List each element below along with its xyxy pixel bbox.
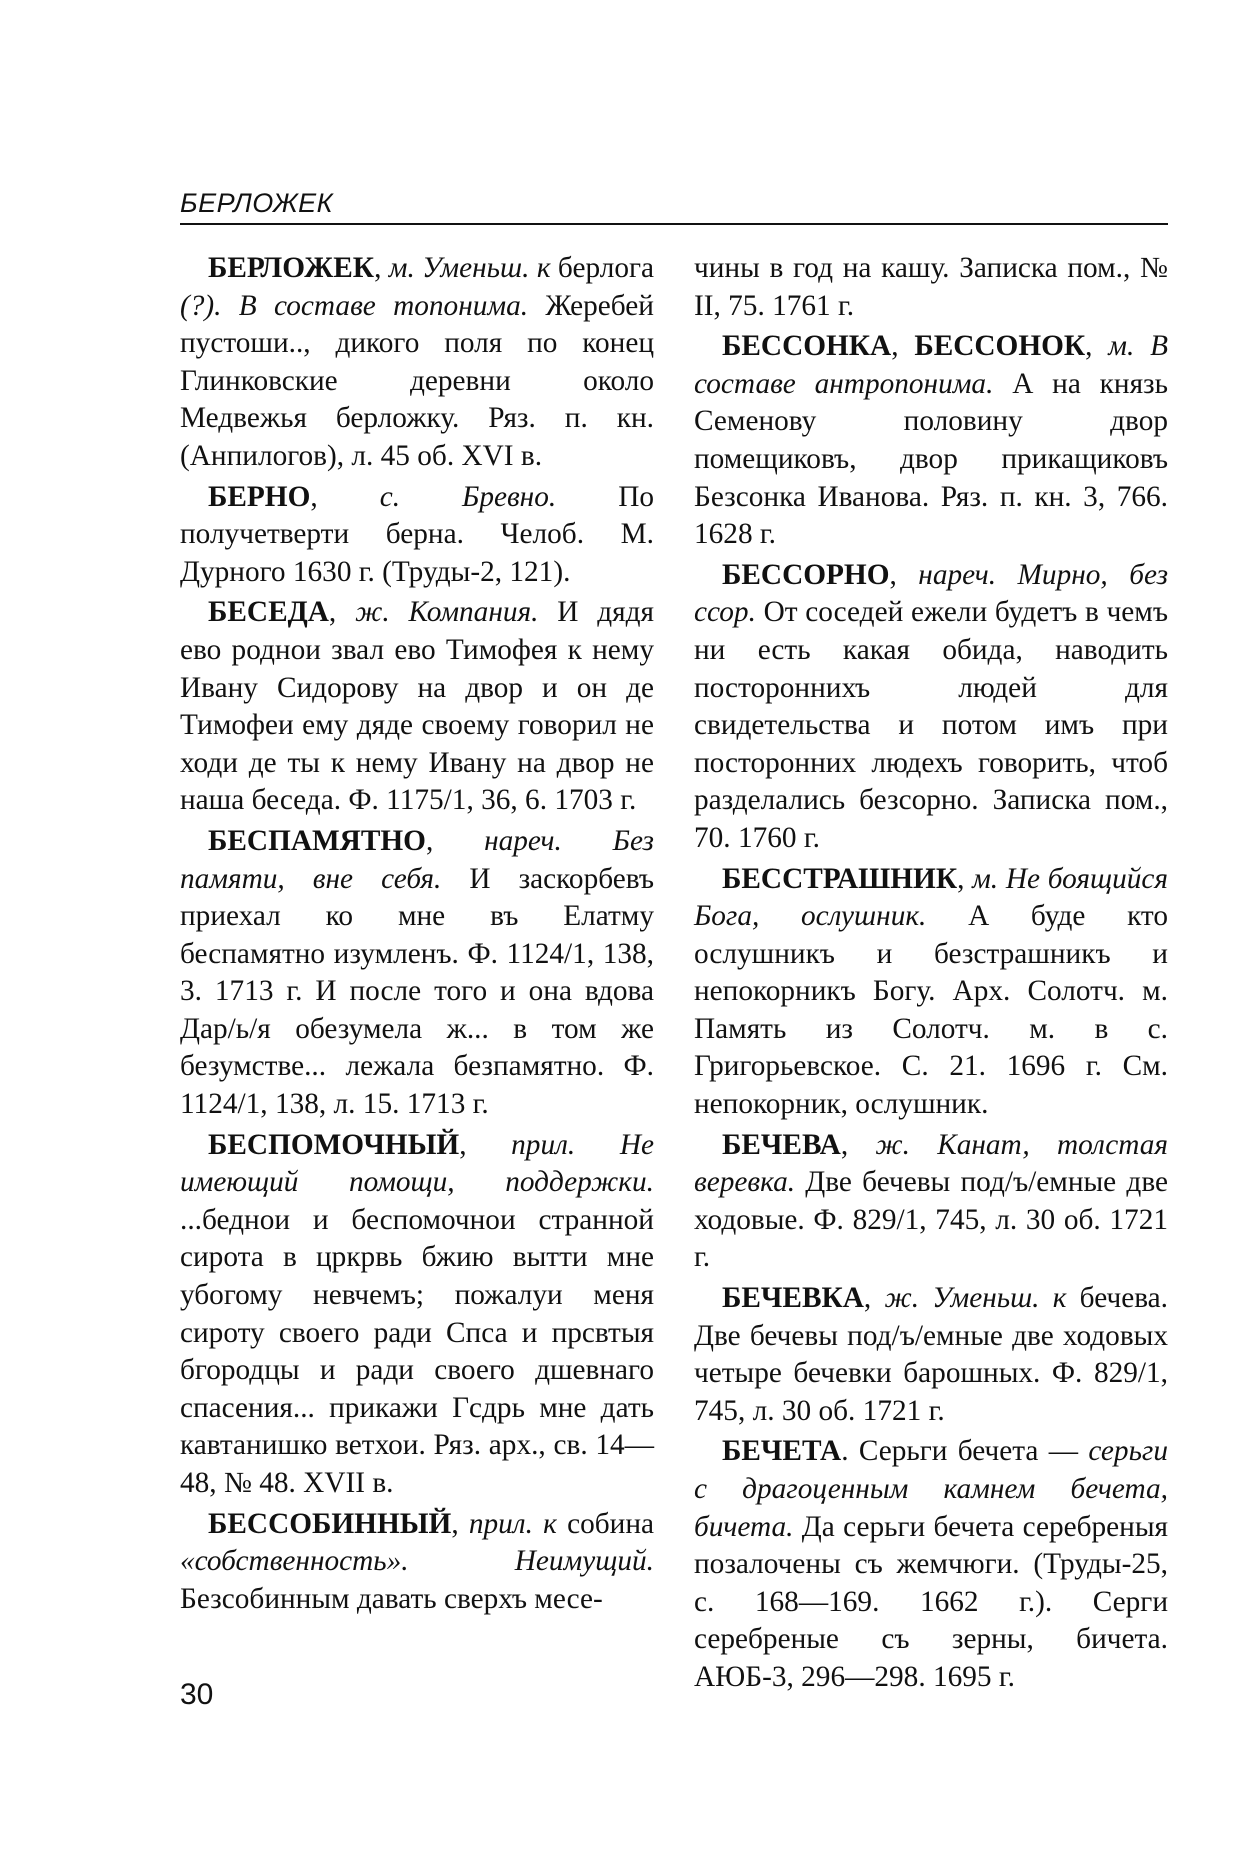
text-columns <box>180 250 1168 1700</box>
entry-text: берлога <box>550 252 654 284</box>
entry-text: , <box>889 558 919 591</box>
entry-text: . Серьги бечета — <box>841 1435 1089 1468</box>
entry-text: бечева. Две бечевы под/ъ/емные две ходовых четыре бечевки барошных. Ф. 829/1, 745, л. 30 об. 1721 г. <box>694 1282 1168 1427</box>
left-column <box>180 250 654 1700</box>
entry-gloss: с. Бревно. <box>379 480 557 513</box>
entry-gloss: «собственность». Неимущий. <box>180 1545 654 1578</box>
dictionary-entry <box>694 1280 1168 1430</box>
entry-text: ...беднои и беспомочнои странной сирота в цркрвь бжию вытти мне убогому невчемъ; пожалуи меня сироту своего ради Спса и прсвтыя бгородцы и ради своего дшевнаго спасения... прикажи Гсдрь мне дать кавтанишко ветхои. Ряз. арх., св. 14—48, № 48. XVII в. <box>180 1203 654 1499</box>
entry-headword: БЕССТРАШНИК <box>722 862 958 895</box>
entry-text: , <box>840 1128 876 1161</box>
entry-headword: БЕСПАМЯТНО <box>208 824 426 857</box>
entry-text: Две бечевы под/ъ/емные две ходовые. Ф. 829/1, 745, л. 30 об. 1721 г. <box>694 1166 1168 1274</box>
entry-headword: БЕССОНОК <box>914 330 1086 363</box>
entry-text: И заскорбевъ приехал ко мне въ Елатму беспамятно изумленъ. Ф. 1124/1, 138, 3. 1713 г. И после того и она вдова Дар/ь/я обезумела ж... в том же безумстве... лежала безпамятно. Ф. 1124/1, 138, л. 15. 1713 г. <box>180 862 654 1121</box>
entry-gloss: к <box>536 252 551 284</box>
header-rule <box>180 223 1168 225</box>
entry-text: Да серьги бечета серебреныя позалочены съ жемчюги. (Труды-25, с. 168—169. 1662 г.). Серги серебреные съ зерны, бичета. АЮБ-3, 296—298. 1695 г. <box>694 1510 1168 1693</box>
dictionary-entry <box>180 594 654 820</box>
dictionary-entry <box>180 1127 654 1503</box>
dictionary-entry <box>694 861 1168 1124</box>
entry-text: Жеребей пустоши.., дикого поля по конец Глинковские деревни около Медвежья берложку. Ряз. п. кн. (Анпилогов), л. 45 об. XVI в. <box>180 289 654 472</box>
entry-text: , <box>425 824 485 857</box>
entry-gloss: серьги с драгоценным камнем бечета, бичета. <box>694 1435 1168 1543</box>
entry-headword: БЕССОБИННЫЙ <box>208 1507 452 1540</box>
entry-gloss: м. Уменьш. <box>388 252 530 284</box>
entry-gloss: ж. Канат, толстая веревка. <box>694 1128 1168 1199</box>
entry-headword: БЕЧЕТА <box>722 1435 842 1468</box>
entry-text <box>529 252 536 284</box>
entry-text: собина <box>556 1507 654 1540</box>
entry-text <box>1040 1282 1053 1314</box>
entry-text: От соседей ежели будетъ в чемъ ни есть какая обида, наводить постороннихъ людей для свидетельства и потом имъ при посторонних людехъ говорить, чтоб разделались безсорно. Записка пом., 70. 1760 г. <box>694 596 1168 854</box>
dictionary-entry <box>694 250 1168 325</box>
dictionary-entry <box>694 1433 1168 1696</box>
entry-text: А на князь Семенову половину двор помещиковъ, двор прикащиковъ Безсонка Иванова. Ряз. п. кн. 3, 766. 1628 г. <box>694 367 1168 551</box>
entry-headword: БЕРНО <box>208 480 311 513</box>
dictionary-entry <box>694 1127 1168 1277</box>
dictionary-entry <box>180 1506 654 1619</box>
entry-gloss: м. В составе антропонима. <box>694 330 1169 400</box>
entry-gloss: ж. Уменьш. <box>884 1282 1040 1315</box>
entry-gloss: к <box>543 1507 557 1540</box>
entry-text: И дядя ево роднои звал ево Тимофея к нему Ивану Сидорову на двор и он де Тимофеи ему дяде своему говорил не ходи де ты к нему Ивану на двор не наша беседа. Ф. 1175/1, 36, 6. 1703 г. <box>180 596 654 817</box>
entry-text <box>533 1508 543 1540</box>
dictionary-entry <box>694 557 1168 858</box>
entry-gloss: к <box>1052 1282 1067 1315</box>
entry-text: , <box>957 862 973 895</box>
entry-gloss: (?). В составе топонима. <box>180 289 529 322</box>
page-number: 30 <box>180 1678 214 1711</box>
entry-text: , <box>328 596 356 629</box>
entry-text: , <box>459 1128 512 1161</box>
entry-headword: БЕССОРНО <box>722 558 890 591</box>
dictionary-entry <box>180 823 654 1124</box>
entry-headword: БЕССОНКА <box>722 330 892 363</box>
entry-text: , <box>374 252 389 284</box>
entry-text: чины в год на кашу. Записка пом., № II, 75. 1761 г. <box>694 252 1168 322</box>
entry-headword: БЕСПОМОЧНЫЙ <box>208 1128 460 1161</box>
entry-gloss: прил. <box>468 1507 533 1540</box>
entry-text: Безсобинным давать сверхъ месе- <box>180 1582 603 1615</box>
entry-text: А буде кто ослушникъ и безстрашникъ и непокорникъ Богу. Арх. Солотч. м. Память из Солотч. м. в с. Григорьевское. С. 21. 1696 г. См. непокорник, ослушник. <box>694 900 1169 1121</box>
entry-gloss: нареч. Мирно, без ссор. <box>694 558 1168 629</box>
entry-headword: БЕЧЕВКА <box>722 1282 864 1315</box>
entry-headword: БЕЧЕВА <box>722 1128 841 1161</box>
entry-gloss: ж. Компания. <box>355 596 539 629</box>
entry-text: , <box>310 480 380 513</box>
entry-text: , <box>863 1282 885 1315</box>
entry-text: , <box>1085 330 1109 363</box>
running-head: БЕРЛОЖЕК <box>180 188 334 218</box>
entry-text: , <box>891 330 915 363</box>
entry-gloss: м. Не боящийся Бога, ослушник. <box>694 862 1168 933</box>
entry-headword: БЕСЕДА <box>208 596 329 629</box>
dictionary-entry <box>180 250 654 476</box>
entry-text: , <box>451 1507 469 1540</box>
entry-text: По получетверти берна. Челоб. М. Дурного 1630 г. (Труды-2, 121). <box>180 480 654 588</box>
dictionary-entry <box>694 328 1168 554</box>
entry-gloss: нареч. Без памяти, вне себя. <box>180 824 654 895</box>
right-column <box>694 250 1168 1700</box>
dictionary-entry <box>180 479 654 592</box>
entry-headword: БЕРЛОЖЕК <box>208 252 375 284</box>
entry-gloss: прил. Не имеющий помощи, поддержки. <box>180 1128 654 1199</box>
